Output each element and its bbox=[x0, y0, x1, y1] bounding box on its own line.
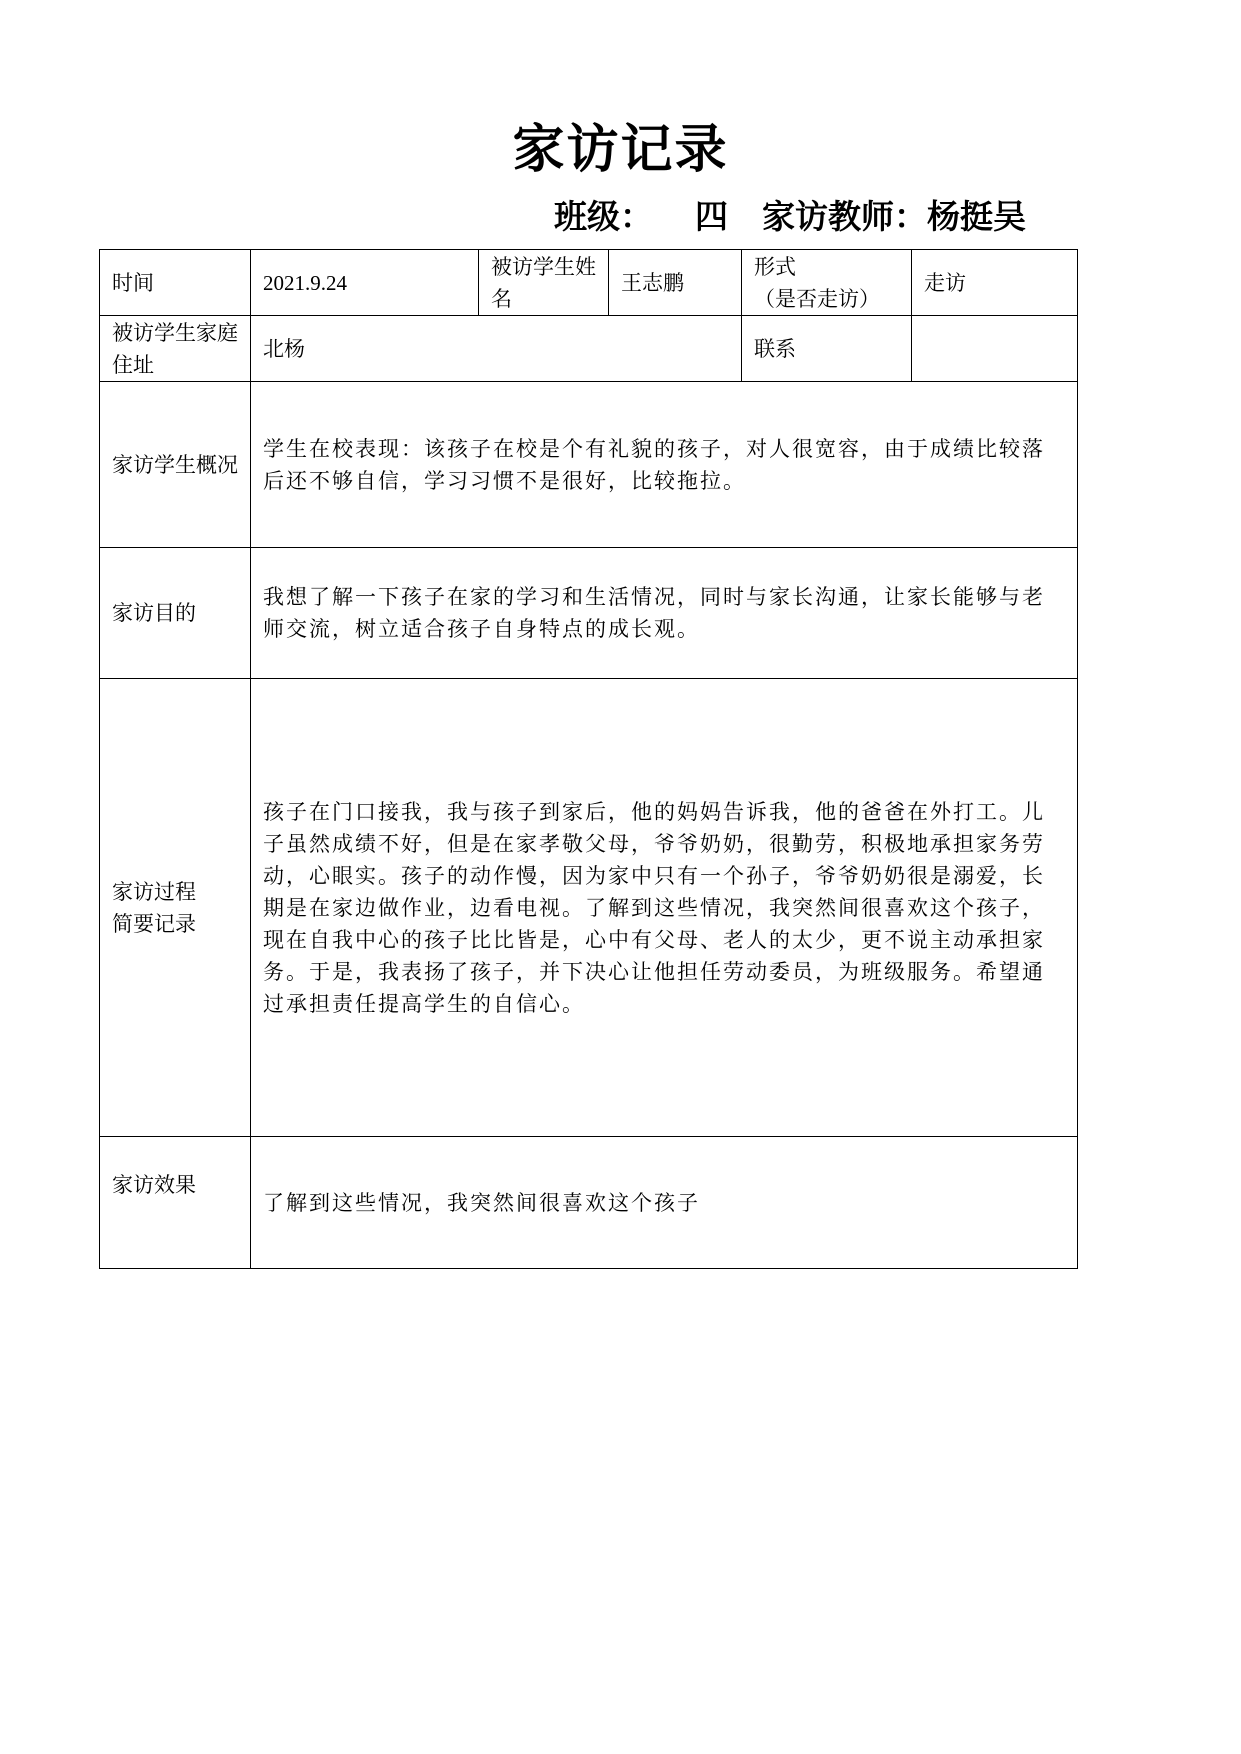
row-purpose bbox=[100, 548, 1078, 679]
student-name-label: 被访学生姓名 bbox=[479, 250, 609, 316]
contact-label: 联系 bbox=[742, 316, 912, 382]
process-text: 孩子在门口接我，我与孩子到家后，他的妈妈告诉我，他的爸爸在外打工。儿子虽然成绩不好，但是在家孝敬父母，爷爷奶奶，很勤劳，积极地承担家务劳动，心眼实。孩子的动作慢，因为家中只有一个孙子，爷爷奶奶很是溺爱，长期是在家边做作业，边看电视。了解到这些情况，我突然间很喜欢这个孩子，现在自我中心的孩子比比皆是，心中有父母、老人的太少，更不说主动承担家务。于是，我表扬了孩子，并下决心让他担任劳动委员，为班级服务。希望通过承担责任提高学生的自信心。 bbox=[251, 679, 1078, 1137]
overview-text: 学生在校表现：该孩子在校是个有礼貌的孩子，对人很宽容，由于成绩比较落后还不够自信，学习习惯不是很好，比较拖拉。 bbox=[251, 382, 1078, 548]
class-value: 四 bbox=[695, 197, 728, 236]
address-value: 北杨 bbox=[251, 316, 742, 382]
visit-record-table bbox=[99, 249, 1078, 1269]
row-effect bbox=[100, 1137, 1078, 1269]
row-time bbox=[100, 250, 1078, 316]
process-label-line1: 家访过程 bbox=[112, 879, 196, 904]
document-subheader bbox=[554, 195, 1026, 239]
effect-text: 了解到这些情况，我突然间很喜欢这个孩子 bbox=[251, 1137, 1078, 1269]
student-name-value: 王志鹏 bbox=[609, 250, 742, 316]
process-label bbox=[100, 679, 251, 1137]
purpose-label: 家访目的 bbox=[100, 548, 251, 679]
effect-label: 家访效果 bbox=[100, 1137, 251, 1269]
time-label: 时间 bbox=[100, 250, 251, 316]
document-title: 家访记录 bbox=[512, 120, 729, 180]
form-label bbox=[742, 250, 912, 316]
row-process bbox=[100, 679, 1078, 1137]
time-value: 2021.9.24 bbox=[251, 250, 479, 316]
row-overview bbox=[100, 382, 1078, 548]
teacher-label: 家访教师： bbox=[762, 197, 927, 236]
teacher-value: 杨挺吴 bbox=[927, 197, 1026, 236]
process-label-line2: 简要记录 bbox=[112, 911, 196, 936]
form-label-line1: 形式 bbox=[754, 254, 796, 279]
address-label: 被访学生家庭住址 bbox=[100, 316, 251, 382]
overview-label: 家访学生概况 bbox=[100, 382, 251, 548]
form-label-line2: （是否走访） bbox=[754, 286, 880, 311]
purpose-text: 我想了解一下孩子在家的学习和生活情况，同时与家长沟通，让家长能够与老师交流，树立适合孩子自身特点的成长观。 bbox=[251, 548, 1078, 679]
contact-value bbox=[912, 316, 1078, 382]
form-value: 走访 bbox=[912, 250, 1078, 316]
row-address bbox=[100, 316, 1078, 382]
class-label: 班级： bbox=[554, 197, 653, 236]
